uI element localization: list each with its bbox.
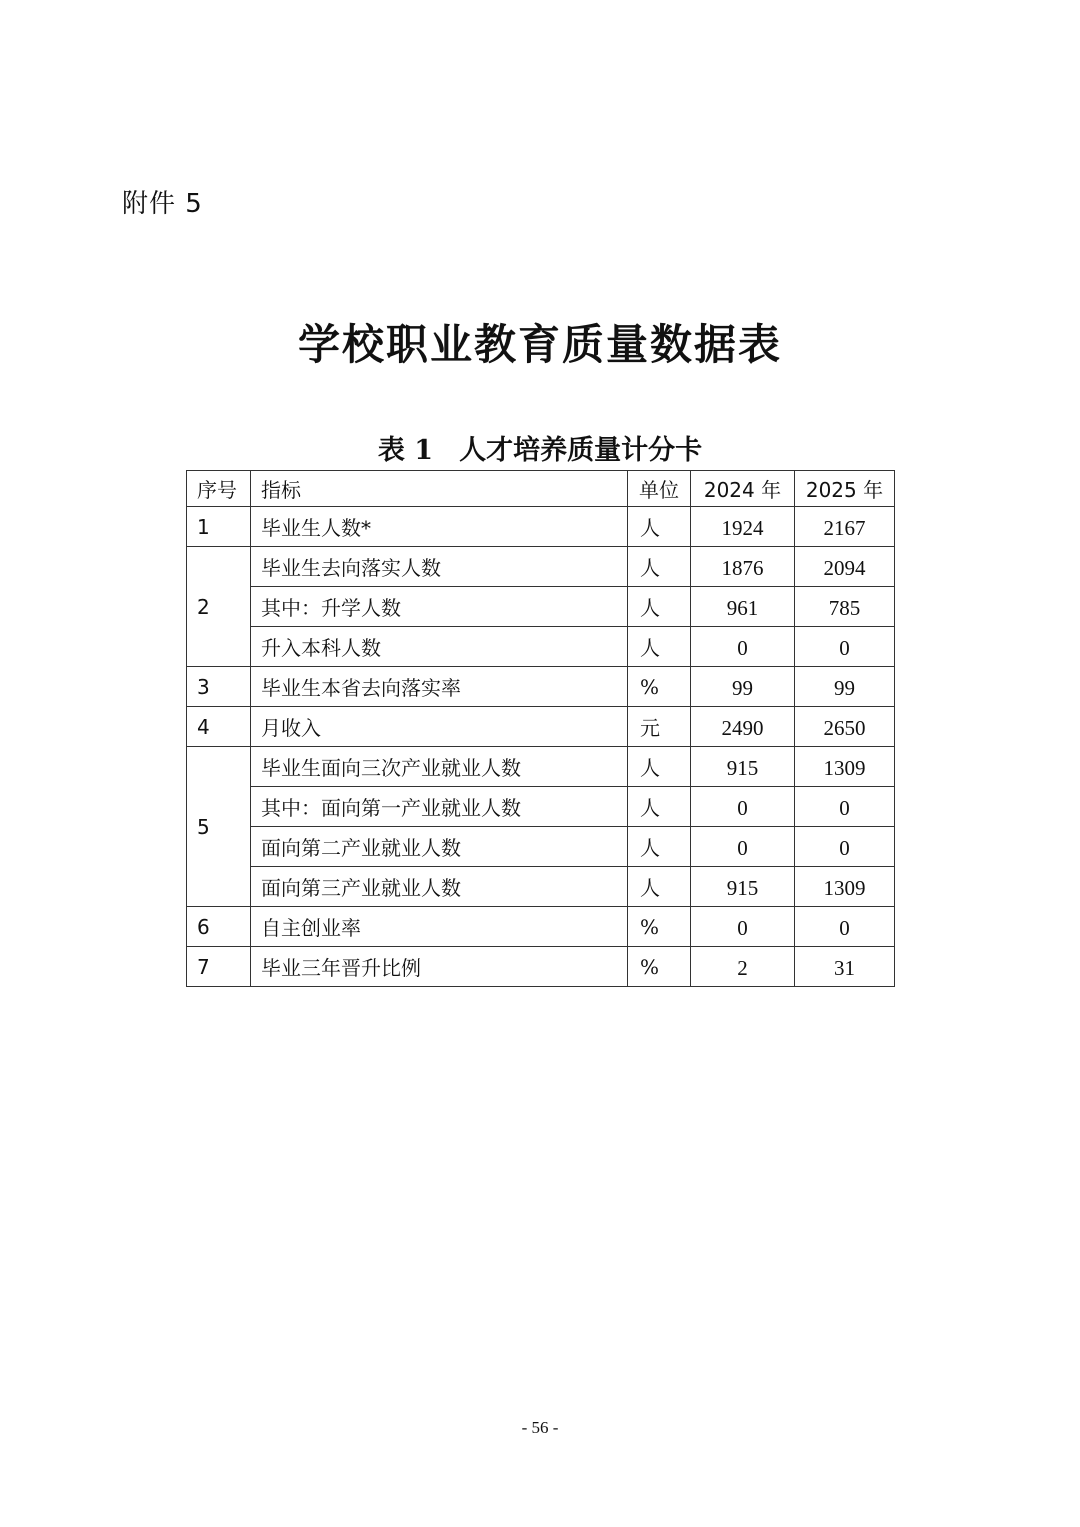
value-2025-cell: 0 xyxy=(795,827,895,867)
indicator-cell: 毕业三年晋升比例 xyxy=(251,947,628,987)
value-2024-cell: 915 xyxy=(691,867,795,907)
unit-cell: 人 xyxy=(628,547,691,587)
indicator-cell: 其中：面向第一产业就业人数 xyxy=(251,787,628,827)
value-2024-cell: 0 xyxy=(691,627,795,667)
header-indicator: 指标 xyxy=(251,471,628,507)
table-caption-title: 人才培养质量计分卡 xyxy=(459,435,703,466)
unit-cell: 人 xyxy=(628,747,691,787)
value-2024-cell: 1924 xyxy=(691,507,795,547)
seq-cell: 3 xyxy=(187,667,251,707)
value-2025-cell: 1309 xyxy=(795,867,895,907)
unit-cell: % xyxy=(628,947,691,987)
value-2024-cell: 2490 xyxy=(691,707,795,747)
unit-cell: 人 xyxy=(628,587,691,627)
indicator-cell: 毕业生人数* xyxy=(251,507,628,547)
header-unit: 单位 xyxy=(628,471,691,507)
unit-cell: 人 xyxy=(628,867,691,907)
table-row xyxy=(187,707,895,747)
header-year-2025: 2025 年 xyxy=(795,471,895,507)
indicator-cell: 面向第二产业就业人数 xyxy=(251,827,628,867)
value-2025-cell: 0 xyxy=(795,787,895,827)
table-row xyxy=(187,547,895,587)
value-2024-cell: 2 xyxy=(691,947,795,987)
indicator-cell: 自主创业率 xyxy=(251,907,628,947)
header-year-2024: 2024 年 xyxy=(691,471,795,507)
table-row xyxy=(187,507,895,547)
value-2025-cell: 99 xyxy=(795,667,895,707)
value-2024-cell: 0 xyxy=(691,907,795,947)
seq-cell: 5 xyxy=(187,747,251,907)
value-2025-cell: 785 xyxy=(795,587,895,627)
table-row xyxy=(187,747,895,787)
unit-cell: 人 xyxy=(628,827,691,867)
value-2025-cell: 0 xyxy=(795,627,895,667)
table-caption xyxy=(0,428,1080,467)
indicator-cell: 毕业生面向三次产业就业人数 xyxy=(251,747,628,787)
document-title: 学校职业教育质量数据表 xyxy=(297,320,782,369)
scorecard-table xyxy=(186,470,895,987)
table-row xyxy=(187,587,895,627)
value-2024-cell: 915 xyxy=(691,747,795,787)
value-2025-cell: 1309 xyxy=(795,747,895,787)
value-2025-cell: 2167 xyxy=(795,507,895,547)
value-2024-cell: 99 xyxy=(691,667,795,707)
table-row xyxy=(187,827,895,867)
value-2024-cell: 0 xyxy=(691,827,795,867)
unit-cell: % xyxy=(628,907,691,947)
unit-cell: 人 xyxy=(628,787,691,827)
table-row xyxy=(187,907,895,947)
header-seq: 序号 xyxy=(187,471,251,507)
unit-cell: 元 xyxy=(628,707,691,747)
indicator-cell: 升入本科人数 xyxy=(251,627,628,667)
table-caption-number: 表 1 xyxy=(377,435,434,466)
unit-cell: % xyxy=(628,667,691,707)
seq-cell: 2 xyxy=(187,547,251,667)
value-2024-cell: 961 xyxy=(691,587,795,627)
table-row xyxy=(187,867,895,907)
value-2024-cell: 1876 xyxy=(691,547,795,587)
table-row xyxy=(187,787,895,827)
page-number: - 56 - xyxy=(521,1418,559,1437)
indicator-cell: 月收入 xyxy=(251,707,628,747)
seq-cell: 1 xyxy=(187,507,251,547)
table-row xyxy=(187,947,895,987)
table-header-row xyxy=(187,471,895,507)
unit-cell: 人 xyxy=(628,507,691,547)
unit-cell: 人 xyxy=(628,627,691,667)
seq-cell: 4 xyxy=(187,707,251,747)
attachment-label: 附件 5 xyxy=(122,189,203,219)
value-2025-cell: 31 xyxy=(795,947,895,987)
table-row xyxy=(187,627,895,667)
seq-cell: 6 xyxy=(187,907,251,947)
seq-cell: 7 xyxy=(187,947,251,987)
indicator-cell: 面向第三产业就业人数 xyxy=(251,867,628,907)
table-row xyxy=(187,667,895,707)
value-2025-cell: 2650 xyxy=(795,707,895,747)
indicator-cell: 其中：升学人数 xyxy=(251,587,628,627)
value-2024-cell: 0 xyxy=(691,787,795,827)
indicator-cell: 毕业生本省去向落实率 xyxy=(251,667,628,707)
value-2025-cell: 2094 xyxy=(795,547,895,587)
indicator-cell: 毕业生去向落实人数 xyxy=(251,547,628,587)
value-2025-cell: 0 xyxy=(795,907,895,947)
